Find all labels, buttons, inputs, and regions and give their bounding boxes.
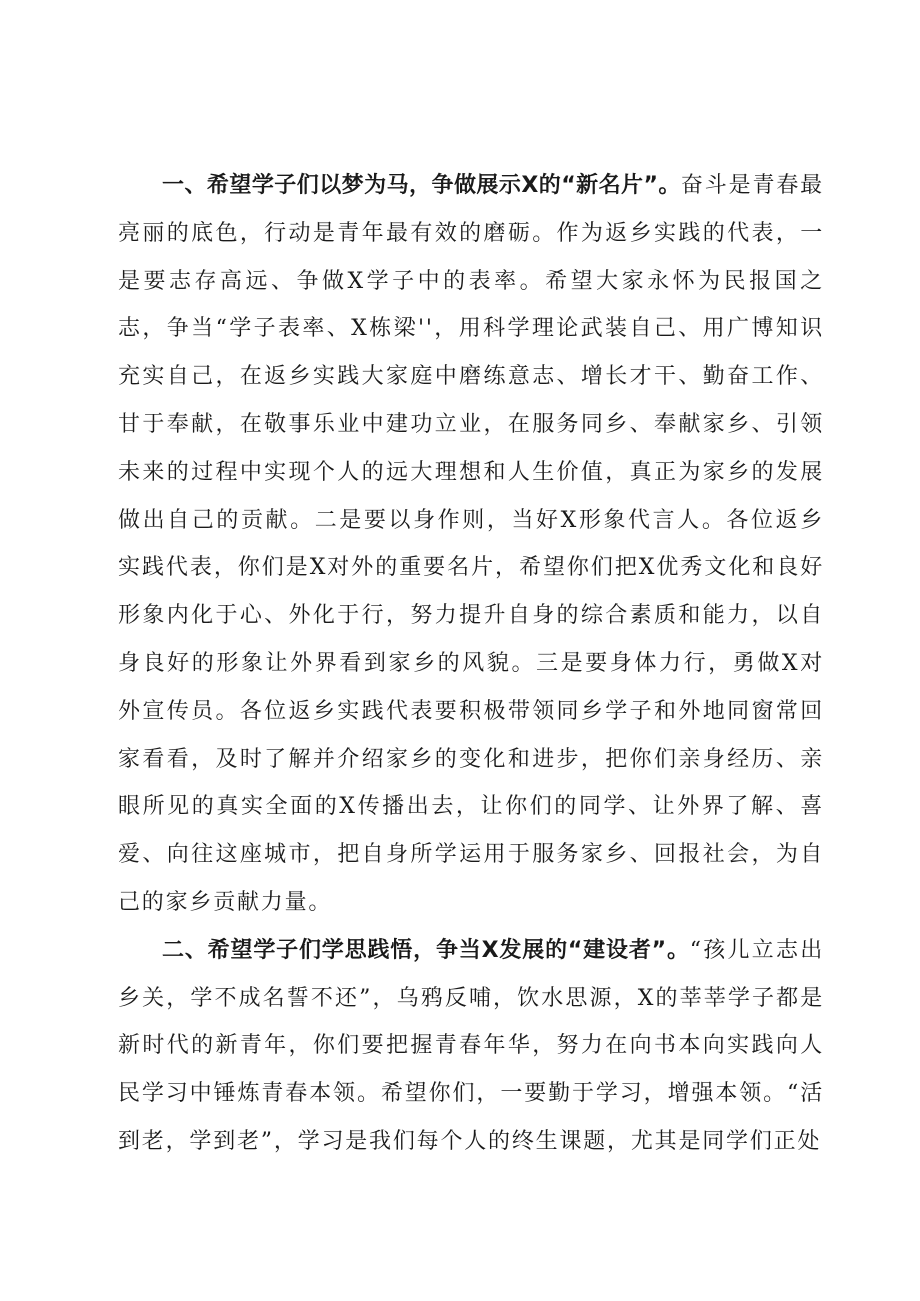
paragraph-2-body: “孩儿立志出乡关，学不成名誓不还”，乌鸦反哺，饮水思源，X的莘莘学子都是新时代的新青年，你们要把握青春年华，努力在向书本向实践向人民学习中锤炼青春本领。希望你们，一要勤于学习，增强本领。“活到老，学到老”，学习是我们每个人的终生课题，尤其是同学们正处 xyxy=(118,937,824,1154)
paragraph-2-heading: 二、希望学子们学思践悟，争当X发展的“建设者”。 xyxy=(162,937,690,963)
document-body xyxy=(118,162,824,1166)
paragraph-1-heading: 一、希望学子们以梦为马，争做展示X的“新名片”。 xyxy=(162,173,681,198)
paragraph-1 xyxy=(118,162,824,927)
paragraph-2 xyxy=(118,927,824,1166)
paragraph-1-body: 奋斗是青春最亮丽的底色，行动是青年最有效的磨砺。作为返乡实践的代表，一是要志存高远、争做X学子中的表率。希望大家永怀为民报国之志，争当“学子表率、X栋梁''，用科学理论武装自己、用广博知识充实自己，在返乡实践大家庭中磨练意志、增长才干、勤奋工作、甘于奉献，在敬事乐业中建功立业，在服务同乡、奉献家乡、引领未来的过程中实现个人的远大理想和人生价值，真正为家乡的发展做出自己的贡献。二是要以身作则，当好X形象代言人。各位返乡实践代表，你们是X对外的重要名片，希望你们把X优秀文化和良好形象内化于心、外化于行，努力提升自身的综合素质和能力，以自身良好的形象让外界看到家乡的风貌。三是要身体力行，勇做X对外宣传员。各位返乡实践代表要积极带领同乡学子和外地同窗常回家看看，及时了解并介绍家乡的变化和进步，把你们亲身经历、亲眼所见的真实全面的X传播出去，让你们的同学、让外界了解、喜爱、向往这座城市，把自身所学运用于服务家乡、回报社会，为自己的家乡贡献力量。 xyxy=(118,173,824,915)
